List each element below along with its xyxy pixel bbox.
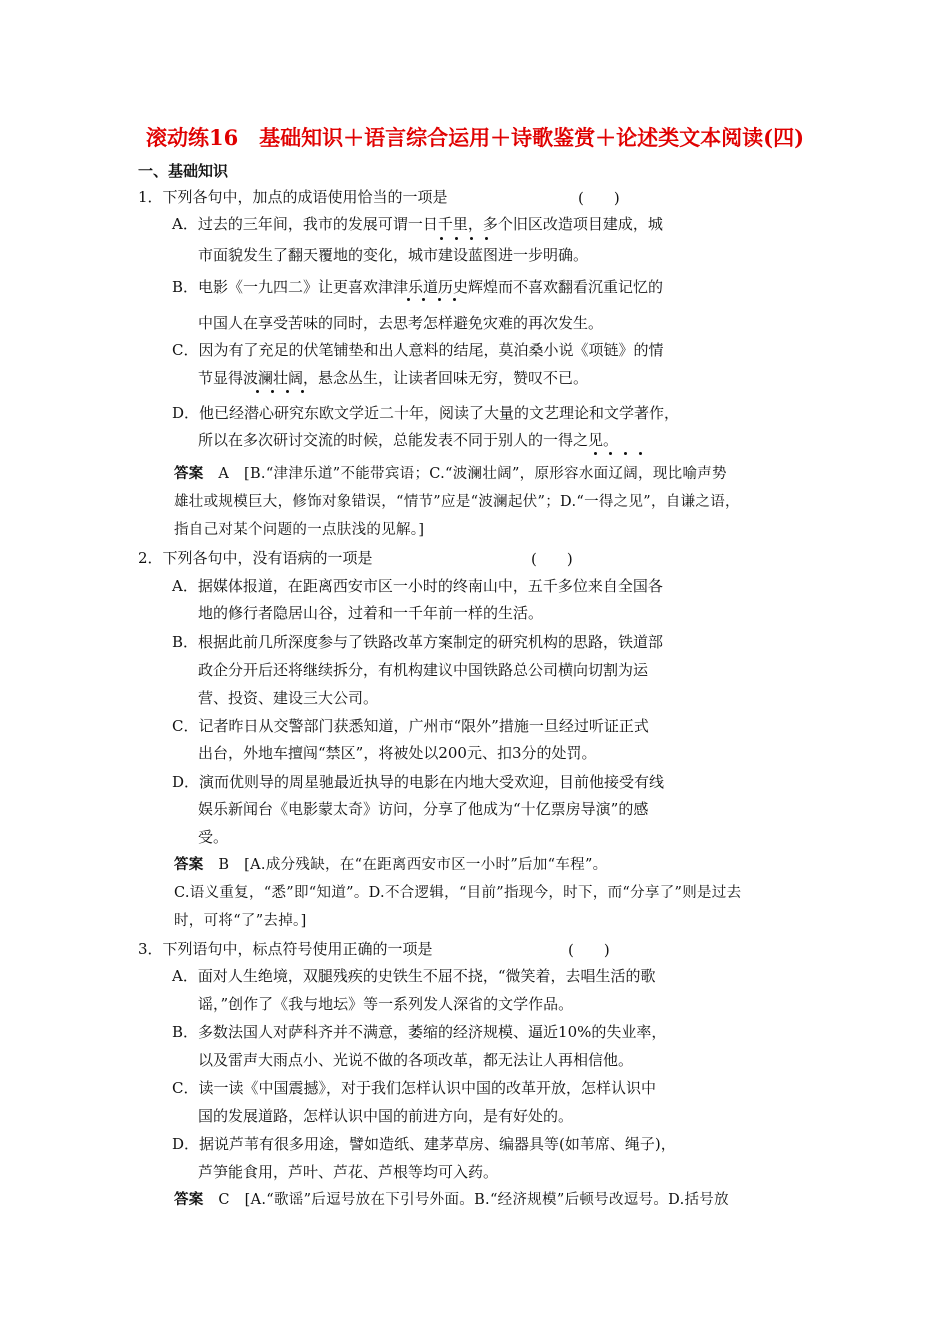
option-line: 节显得波澜壮阔，悬念丛生，让读者回味无穷，赞叹不已。	[198, 369, 589, 387]
answer-line	[174, 464, 727, 484]
emphasis-dot	[609, 452, 612, 455]
answer-bracket: ( )	[578, 189, 620, 207]
answer-line	[174, 1190, 729, 1210]
option-line: 中国人在享受苦味的同时，去思考怎样避免灾难的再次发生。	[198, 314, 604, 332]
option-line: 芦笋能食用，芦叶、芦花、芦根等均可入药。	[198, 1163, 499, 1181]
option-line: 营、投资、建设三大公司。	[198, 689, 379, 707]
emphasis-dot	[455, 237, 458, 240]
option-line: B．多数法国人对萨科齐并不满意，萎缩的经济规模、逼近10%的失业率，	[172, 1023, 667, 1041]
answer-bracket: ( )	[568, 941, 610, 959]
question-stem: 1．下列各句中，加点的成语使用恰当的一项是	[138, 188, 448, 206]
section-heading: 一、基础知识	[138, 162, 229, 180]
option-line: D．据说芦苇有很多用途，譬如造纸、建茅草房、编器具等(如苇席、绳子)，	[172, 1135, 676, 1153]
answer-label: 答案	[174, 1191, 204, 1208]
option-line: 受。	[198, 828, 229, 846]
answer-bracket: ( )	[531, 550, 573, 568]
option-line: D．演而优则导的周星驰最近执导的电影在内地大受欢迎，目前他接受有线	[172, 773, 665, 791]
answer-text: C.语义重复，“悉”即“知道”。D.不合逻辑，“目前”指现今，时下，而“分享了”则是过去	[174, 885, 742, 901]
option-line: A．过去的三年间，我市的发展可谓一日千里，多个旧区改造项目建成，城	[172, 215, 663, 233]
option-line: B．根据此前几所深度参与了铁路改革方案制定的研究机构的思路，铁道部	[172, 633, 664, 651]
emphasis-dot	[624, 452, 627, 455]
option-line: 地的修行者隐居山谷，过着和一千年前一样的生活。	[198, 604, 544, 622]
option-line: 国的发展道路，怎样认识中国的前进方向，是有好处的。	[198, 1107, 574, 1125]
option-line: 所以在多次研讨交流的时候，总能发表不同于别人的一得之见。	[198, 431, 619, 449]
emphasis-dot	[438, 298, 441, 301]
option-line: A．据媒体报道，在距离西安市区一小时的终南山中，五千多位来自全国各	[172, 577, 663, 595]
option-line: 政企分开后还将继续拆分，有机构建议中国铁路总公司横向切割为运	[198, 661, 649, 679]
option-line: 以及雷声大雨点小、光说不做的各项改革，都无法让人再相信他。	[198, 1051, 634, 1069]
option-line: A．面对人生绝境，双腿残疾的史铁生不屈不挠，“微笑着，去唱生活的歌	[172, 967, 656, 985]
answer-line	[174, 855, 607, 875]
emphasis-dot	[639, 452, 642, 455]
option-line: 娱乐新闻台《电影蒙太奇》访问，分享了他成为“十亿票房导演”的感	[198, 800, 649, 818]
answer-text: 时，可将“了”去掉。]	[174, 913, 307, 929]
option-line: C．因为有了充足的伏笔铺垫和出人意料的结尾，莫泊桑小说《项链》的情	[172, 341, 664, 359]
answer-text: 指自己对某个问题的一点肤浅的见解。]	[174, 522, 425, 538]
option-line: 谣，”创作了《我与地坛》等一系列发人深省的文学作品。	[198, 995, 574, 1013]
question-stem: 2．下列各句中，没有语病的一项是	[138, 549, 373, 567]
option-line: B．电影《一九四二》让更喜欢津津乐道历史辉煌而不喜欢翻看沉重记忆的	[172, 278, 664, 296]
emphasis-dot	[407, 298, 410, 301]
option-line: D．他已经潜心研究东欧文学近二十年，阅读了大量的文艺理论和文学著作，	[172, 404, 680, 422]
answer-text: 雄壮或规模巨大，修饰对象错误，“情节”应是“波澜起伏”；D.“一得之见”，自谦之语，	[174, 494, 740, 510]
emphasis-dot	[422, 298, 425, 301]
answer-text: A [B.“津津乐道”不能带宾语；C.“波澜壮阔”，原形容水面辽阔，现比喻声势	[218, 466, 727, 482]
emphasis-dot	[301, 390, 304, 393]
emphasis-dot	[271, 390, 274, 393]
answer-text: C [A.“歌谣”后逗号放在下引号外面。B.“经济规模”后顿号改逗号。D.括号放	[218, 1192, 729, 1208]
emphasis-dot	[470, 237, 473, 240]
answer-text: B [A.成分残缺，在“在距离西安市区一小时”后加“车程”。	[218, 857, 608, 873]
emphasis-dot	[256, 390, 259, 393]
answer-label: 答案	[174, 465, 204, 482]
emphasis-dot	[440, 237, 443, 240]
answer-label: 答案	[174, 856, 204, 873]
option-line: 出台，外地车擅闯“禁区”，将被处以200元、扣3分的处罚。	[198, 744, 597, 762]
emphasis-dot	[453, 298, 456, 301]
page-title: 滚动练16 基础知识＋语言综合运用＋诗歌鉴赏＋论述类文本阅读(四)	[145, 125, 805, 150]
option-line: C．读一读《中国震撼》，对于我们怎样认识中国的改革开放，怎样认识中	[172, 1079, 656, 1097]
emphasis-dot	[286, 390, 289, 393]
question-stem: 3．下列语句中，标点符号使用正确的一项是	[138, 940, 433, 958]
emphasis-dot	[485, 237, 488, 240]
emphasis-dot	[594, 452, 597, 455]
option-line: C．记者昨日从交警部门获悉知道，广州市“限外”措施一旦经过听证正式	[172, 717, 649, 735]
option-line: 市面貌发生了翻天覆地的变化，城市建设蓝图进一步明确。	[198, 246, 589, 264]
